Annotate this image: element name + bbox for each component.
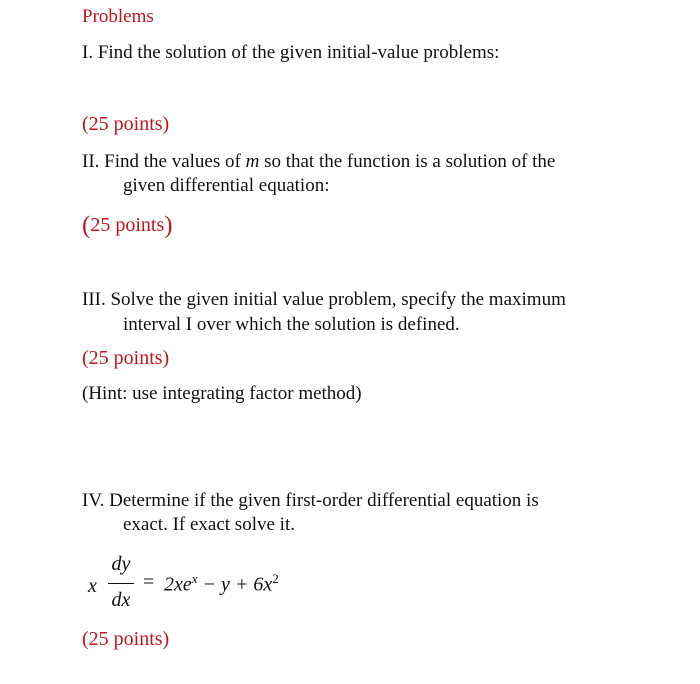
problem-2-text-start: II. Find the values of xyxy=(82,151,246,172)
eq-rhs-b: − y + 6x xyxy=(197,573,273,596)
eq-rhs-b-exp: 2 xyxy=(272,571,279,586)
points-label: 25 points xyxy=(90,214,165,236)
fraction-bar xyxy=(108,583,134,584)
problem-2-text-line1 xyxy=(82,151,555,173)
problem-2-text-end: so that the function is a solution of the xyxy=(259,151,556,172)
problem-4-points: (25 points) xyxy=(82,628,170,650)
problem-1-points: (25 points) xyxy=(82,113,170,135)
problem-4-text-line1: IV. Determine if the given first-order differential equation is xyxy=(82,490,539,511)
problem-2-text-line2: given differential equation: xyxy=(123,175,330,196)
problem-1-text: I. Find the solution of the given initial-value problems: xyxy=(82,42,500,63)
section-title: Problems xyxy=(82,6,154,27)
problem-2-points xyxy=(82,213,173,238)
paren-close: ) xyxy=(164,212,173,239)
problem-3-text-line2: interval I over which the solution is defined. xyxy=(123,314,460,335)
eq-lhs-coeff: x xyxy=(88,575,97,597)
eq-equals: = xyxy=(143,571,155,593)
eq-rhs-a-exp: x xyxy=(191,571,198,586)
problem-3-points: (25 points) xyxy=(82,347,170,369)
eq-numerator: dy xyxy=(111,553,131,575)
problem-3-hint: (Hint: use integrating factor method) xyxy=(82,383,362,404)
paren-open: ( xyxy=(82,212,91,239)
eq-denominator: dx xyxy=(111,589,131,611)
eq-rhs xyxy=(164,571,279,597)
problem-3-text-line1: III. Solve the given initial value problem, specify the maximum xyxy=(82,289,566,310)
variable-m: m xyxy=(245,151,260,172)
eq-rhs-a: 2xe xyxy=(164,573,192,596)
differential-equation xyxy=(88,553,348,619)
problem-4-text-line2: exact. If exact solve it. xyxy=(123,514,295,535)
